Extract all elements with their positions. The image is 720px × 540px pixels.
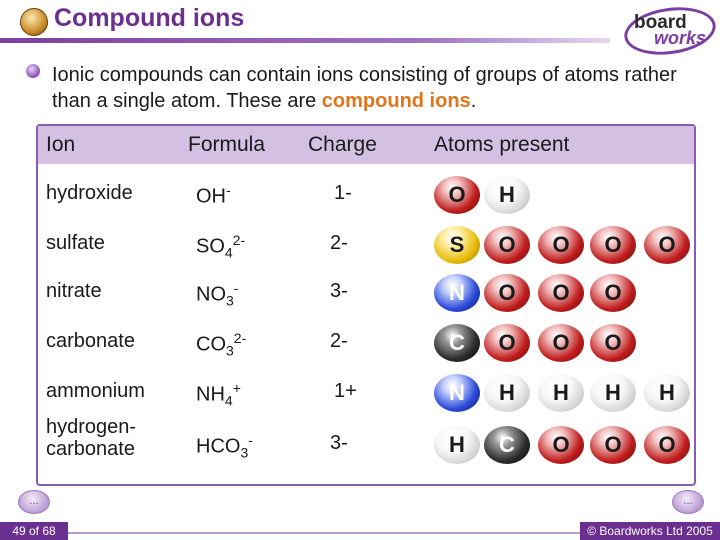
atom-h-icon: H (590, 374, 636, 412)
intro-sentence: Ionic compounds can contain ions consisting of groups of atoms rather than a single atom. These are (52, 64, 677, 112)
charge: 3- (330, 432, 348, 454)
atom-h-icon: H (484, 176, 530, 214)
formula-base: HCO (196, 435, 241, 458)
atom-o-icon: O (644, 226, 690, 264)
atom-o-icon: O (538, 426, 584, 464)
ion-name: ammonium (46, 380, 145, 402)
ion-name: carbonate (46, 330, 135, 352)
atom-c-icon: C (484, 426, 530, 464)
header-atoms-present: Atoms present (434, 133, 570, 156)
atom-o-icon: O (644, 426, 690, 464)
formula-superscript: 2- (232, 232, 246, 248)
charge: 3- (330, 280, 348, 302)
formula (196, 182, 231, 209)
table-row (38, 272, 694, 316)
atom-o-icon: O (434, 176, 480, 214)
ion-name: nitrate (46, 280, 102, 302)
formula-base: CO (196, 333, 226, 356)
atom-n-icon: N (434, 274, 480, 312)
logo-word-board: board (634, 12, 687, 33)
atom-o-icon: O (590, 226, 636, 264)
flask-logo-icon (20, 8, 48, 36)
top-bar (0, 0, 720, 44)
charge: 2- (330, 232, 348, 254)
formula-subscript: 4 (224, 244, 233, 261)
charge: 1- (334, 182, 352, 204)
atom-o-icon: O (590, 426, 636, 464)
atom-o-icon: O (590, 324, 636, 362)
formula (196, 432, 253, 461)
previous-slide-button[interactable]: ... (18, 490, 50, 514)
page-number: 49 of 68 (0, 522, 68, 540)
formula-base: OH (196, 185, 226, 208)
atom-o-icon: O (538, 274, 584, 312)
atom-o-icon: O (538, 324, 584, 362)
header-charge: Charge (308, 133, 377, 156)
atom-h-icon: H (538, 374, 584, 412)
table-row (38, 372, 694, 416)
copyright: © Boardworks Ltd 2005 (580, 522, 720, 540)
table-row (38, 322, 694, 366)
header-ion: Ion (46, 133, 76, 156)
formula-subscript: 3 (240, 444, 249, 461)
table-row (38, 224, 694, 268)
header-formula: Formula (188, 133, 266, 156)
formula (196, 330, 246, 359)
intro-text (52, 62, 712, 114)
bullet-icon (26, 64, 40, 78)
formula (196, 380, 241, 409)
formula-superscript: - (226, 182, 231, 198)
ion-name: hydroxide (46, 182, 133, 204)
charge: 2- (330, 330, 348, 352)
formula-subscript: 4 (224, 392, 233, 409)
intro-highlight: compound ions (321, 90, 471, 112)
atom-o-icon: O (484, 274, 530, 312)
title-underline (0, 38, 610, 43)
formula (196, 280, 238, 309)
atom-o-icon: O (484, 324, 530, 362)
atom-o-icon: O (538, 226, 584, 264)
charge: 1+ (334, 380, 357, 402)
atom-o-icon: O (484, 226, 530, 264)
footer-line (68, 532, 580, 534)
atom-h-icon: H (644, 374, 690, 412)
atom-o-icon: O (590, 274, 636, 312)
ion-name: sulfate (46, 232, 105, 254)
table-header (38, 126, 694, 164)
atom-h-icon: H (434, 426, 480, 464)
ion-table (36, 124, 696, 486)
table-row (38, 174, 694, 218)
boardworks-logo (620, 6, 716, 54)
formula-base: NH (196, 383, 225, 406)
page-title: Compound ions (54, 4, 245, 32)
formula-superscript: - (248, 432, 253, 448)
formula (196, 232, 245, 261)
formula-base: NO (196, 283, 226, 306)
formula-base: SO (196, 235, 225, 258)
formula-superscript: - (233, 280, 239, 296)
ion-name: hydrogen-carbonate (46, 416, 137, 460)
next-slide-button[interactable]: ... (672, 490, 704, 514)
atom-h-icon: H (484, 374, 530, 412)
intro-end: . (470, 90, 477, 112)
atom-c-icon: C (434, 324, 480, 362)
table-row (38, 416, 694, 468)
logo-word-works: works (654, 28, 707, 48)
formula-subscript: 3 (226, 292, 234, 309)
atom-s-icon: S (434, 226, 480, 264)
atom-n-icon: N (434, 374, 480, 412)
formula-superscript: + (232, 380, 241, 396)
formula-superscript: 2- (233, 330, 247, 346)
formula-subscript: 3 (226, 342, 234, 359)
